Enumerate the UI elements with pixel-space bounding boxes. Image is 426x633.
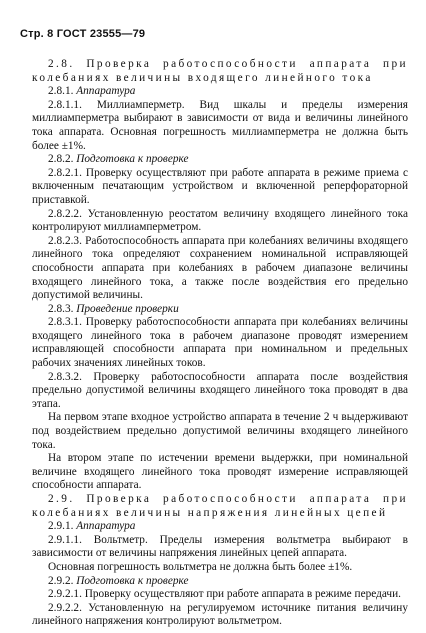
paragraph: 2.8.2.2. Установленную реостатом величину входящего линейного тока контролируют миллиамперметром.: [32, 207, 408, 234]
paragraph: На первом этапе входное устройство аппарата в течение 2 ч выдерживают под воздействием предельно допустимой величины входящего линейного тока.: [32, 411, 408, 451]
subsection-title: Аппаратура: [76, 520, 136, 533]
paragraph: 2.9.2.2. Установленную на регулируемом источнике питания величину линейного напряжения контролируют вольтметром.: [32, 601, 408, 628]
subsection-title: Подготовка к проверке: [76, 574, 189, 587]
subsection-number: 2.9.1.: [48, 520, 74, 533]
subsection-heading: [32, 85, 408, 99]
subsection-title: Аппаратура: [76, 85, 136, 98]
subsection-heading: [32, 575, 408, 589]
subsection-title: Подготовка к проверке: [76, 153, 189, 166]
subsection-number: 2.8.3.: [48, 302, 74, 315]
paragraph: 2.9.1.1. Вольтметр. Пределы измерения вольтметра выбирают в зависимости от величины напряжения линейных цепей аппарата.: [32, 533, 408, 560]
subsection-heading: [32, 303, 408, 317]
subsection-number: 2.9.2.: [48, 574, 74, 587]
page-header: Стр. 8 ГОСТ 23555—79: [20, 28, 146, 40]
subsection-number: 2.8.1.: [48, 85, 74, 98]
section-title: 2.9. Проверка работоспособности аппарата при колебаниях величины напряжения линейных цепей: [32, 493, 408, 519]
subsection-heading: [32, 153, 408, 167]
paragraph: 2.8.3.1. Проверку работоспособности аппарата при колебаниях величины входящего линейного тока в рабочем диапазоне проводят измерением исправляющей способности аппарата при номинальном и предельных рабочих значениях линейных токов.: [32, 316, 408, 370]
paragraph: 2.8.2.1. Проверку осуществляют при работе аппарата в режиме приема с включенным печатающим устройством и включенной реперфораторной приставкой.: [32, 166, 408, 206]
paragraph: 2.8.3.2. Проверку работоспособности аппарата после воздействия предельно допустимой величины входящего линейного тока проводят в два этапа.: [32, 370, 408, 410]
paragraph: 2.8.2.3. Работоспособность аппарата при колебаниях величины входящего линейного тока определяют сохранением номинальной исправляющей способности аппарата при колебаниях в рабочем диапазоне величины входящего линейного тока, а также после воздействия его предельно допустимой величины.: [32, 234, 408, 302]
section-title: 2.8. Проверка работоспособности аппарата при колебаниях величины входящего линейного тока: [32, 58, 408, 84]
document-body: [32, 58, 408, 629]
paragraph: Основная погрешность вольтметра не должна быть более ±1%.: [48, 560, 353, 573]
subsection-title: Проведение проверки: [76, 302, 179, 315]
subsection-heading: [32, 520, 408, 534]
paragraph: 2.8.1.1. Миллиамперметр. Вид шкалы и пределы измерения миллиамперметра выбирают в зависимости от вида и величины линейного тока аппарата. Основная погрешность миллиамперметра не должна быть более ±1%.: [32, 98, 408, 152]
paragraph: На втором этапе по истечении времени выдержки, при номинальной величине входящего линейного тока проводят измерение исправляющей способности аппарата.: [32, 452, 408, 492]
subsection-number: 2.8.2.: [48, 153, 74, 166]
paragraph: 2.9.2.1. Проверку осуществляют при работе аппарата в режиме передачи.: [48, 588, 401, 601]
